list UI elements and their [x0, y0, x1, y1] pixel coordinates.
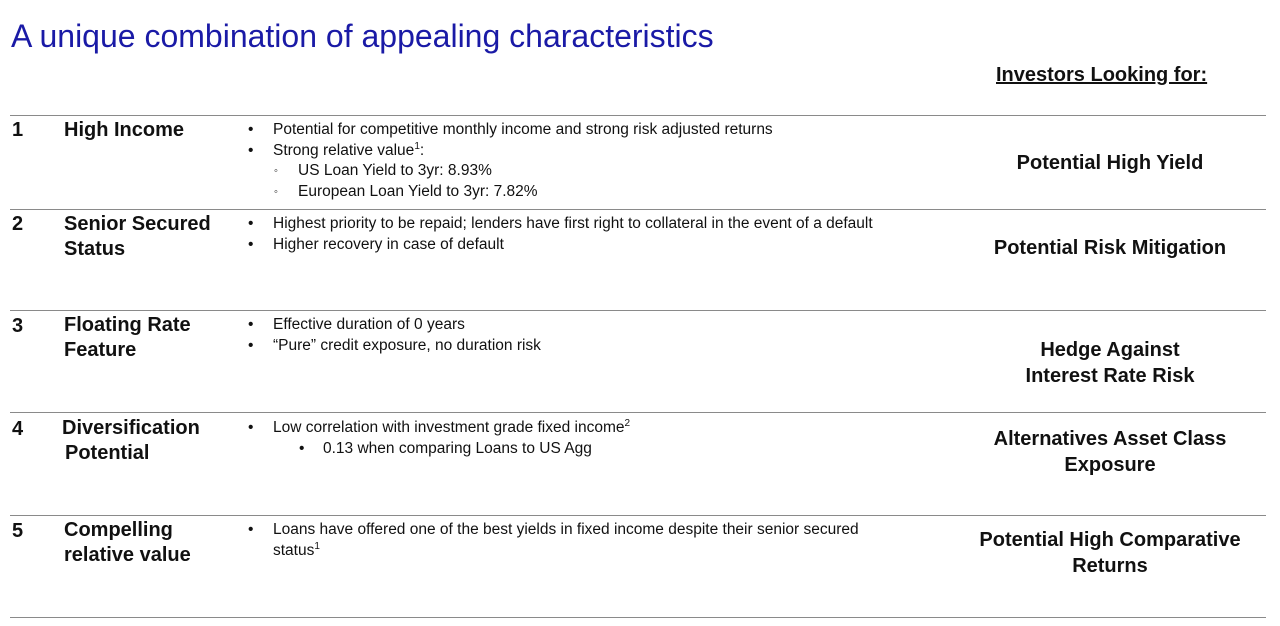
- bullet-item: • Effective duration of 0 years: [248, 315, 541, 336]
- row-number: 1: [12, 119, 24, 141]
- row-number: 5: [12, 520, 24, 542]
- benefit-line: Hedge Against: [1040, 339, 1180, 361]
- row-number: 2: [12, 213, 24, 235]
- bullet-suffix: :: [419, 141, 425, 159]
- benefit-line: Potential Risk Mitigation: [993, 237, 1227, 259]
- feature-bullets: [248, 214, 873, 255]
- bullet-item: • Potential for competitive monthly income and strong risk adjusted returns: [248, 120, 773, 141]
- bullet-item: • Higher recovery in case of default: [248, 235, 873, 256]
- feature-line: Compelling: [64, 519, 173, 541]
- feature-bullets: [248, 418, 630, 459]
- feature-name: [64, 118, 184, 143]
- bullet-item: [248, 141, 773, 162]
- bullet-text: Low correlation with investment grade fixed income: [273, 419, 625, 436]
- page-title: A unique combination of appealing characteristics: [11, 18, 714, 54]
- row-divider: [10, 310, 1266, 311]
- feature-bullets: [248, 120, 773, 202]
- feature-bullets: [248, 315, 541, 356]
- feature-line: Status: [64, 238, 126, 260]
- feature-name: [64, 212, 211, 262]
- feature-name: [64, 313, 191, 363]
- footnote-marker: 2: [624, 417, 631, 429]
- bullet-item: • “Pure” credit exposure, no duration risk: [248, 336, 541, 357]
- feature-name: [64, 518, 191, 568]
- bullet-text: • Loans have offered one of the best yields in fixed income despite their senior secured: [273, 521, 859, 538]
- feature-name: [62, 416, 200, 466]
- feature-bullets: [248, 520, 859, 561]
- bullet-item: [248, 418, 630, 439]
- feature-line: Floating Rate: [64, 314, 191, 336]
- footnote-marker: 1: [414, 140, 420, 152]
- row-divider: [10, 412, 1266, 413]
- bullet-item: [248, 520, 859, 561]
- investors-column-header: Investors Looking for:: [996, 64, 1208, 86]
- bullet-text-continued: [273, 541, 859, 562]
- bullet-text: Strong relative value: [273, 141, 415, 159]
- feature-line: Feature: [64, 339, 137, 361]
- feature-line: relative value: [64, 544, 191, 566]
- benefit-line: Potential High Comparative: [979, 529, 1241, 551]
- benefit-line: Returns: [1072, 555, 1148, 577]
- feature-line: Senior Secured: [64, 213, 211, 235]
- row-divider: [10, 515, 1266, 516]
- sub-bullet-item: • 0.13 when comparing Loans to US Agg: [248, 439, 630, 460]
- benefit-line: Potential High Yield: [1016, 152, 1204, 174]
- feature-line: Potential: [65, 442, 150, 464]
- row-divider: [10, 115, 1266, 116]
- investor-benefit: [950, 527, 1270, 579]
- feature-line: Diversification: [62, 417, 200, 439]
- row-number: 3: [12, 315, 24, 337]
- sub-bullet-item: ◦ European Loan Yield to 3yr: 7.82%: [248, 182, 773, 203]
- bullet-item: • Highest priority to be repaid; lenders have first right to collateral in the event of a default: [248, 214, 873, 235]
- footnote-marker: 1: [314, 540, 320, 552]
- investor-benefit: [950, 150, 1270, 176]
- sub-bullet-item: ◦ US Loan Yield to 3yr: 8.93%: [248, 161, 773, 182]
- investor-benefit: [950, 426, 1270, 478]
- bullet-text: status: [273, 541, 315, 559]
- benefit-line: Exposure: [1064, 454, 1156, 476]
- row-divider: [10, 617, 1266, 618]
- investor-benefit: [950, 337, 1270, 389]
- row-number: 4: [12, 418, 24, 440]
- row-divider: [10, 209, 1266, 210]
- benefit-line: Interest Rate Risk: [1025, 365, 1195, 387]
- benefit-line: Alternatives Asset Class: [993, 428, 1227, 450]
- investor-benefit: [950, 235, 1270, 261]
- feature-line: High Income: [64, 119, 185, 141]
